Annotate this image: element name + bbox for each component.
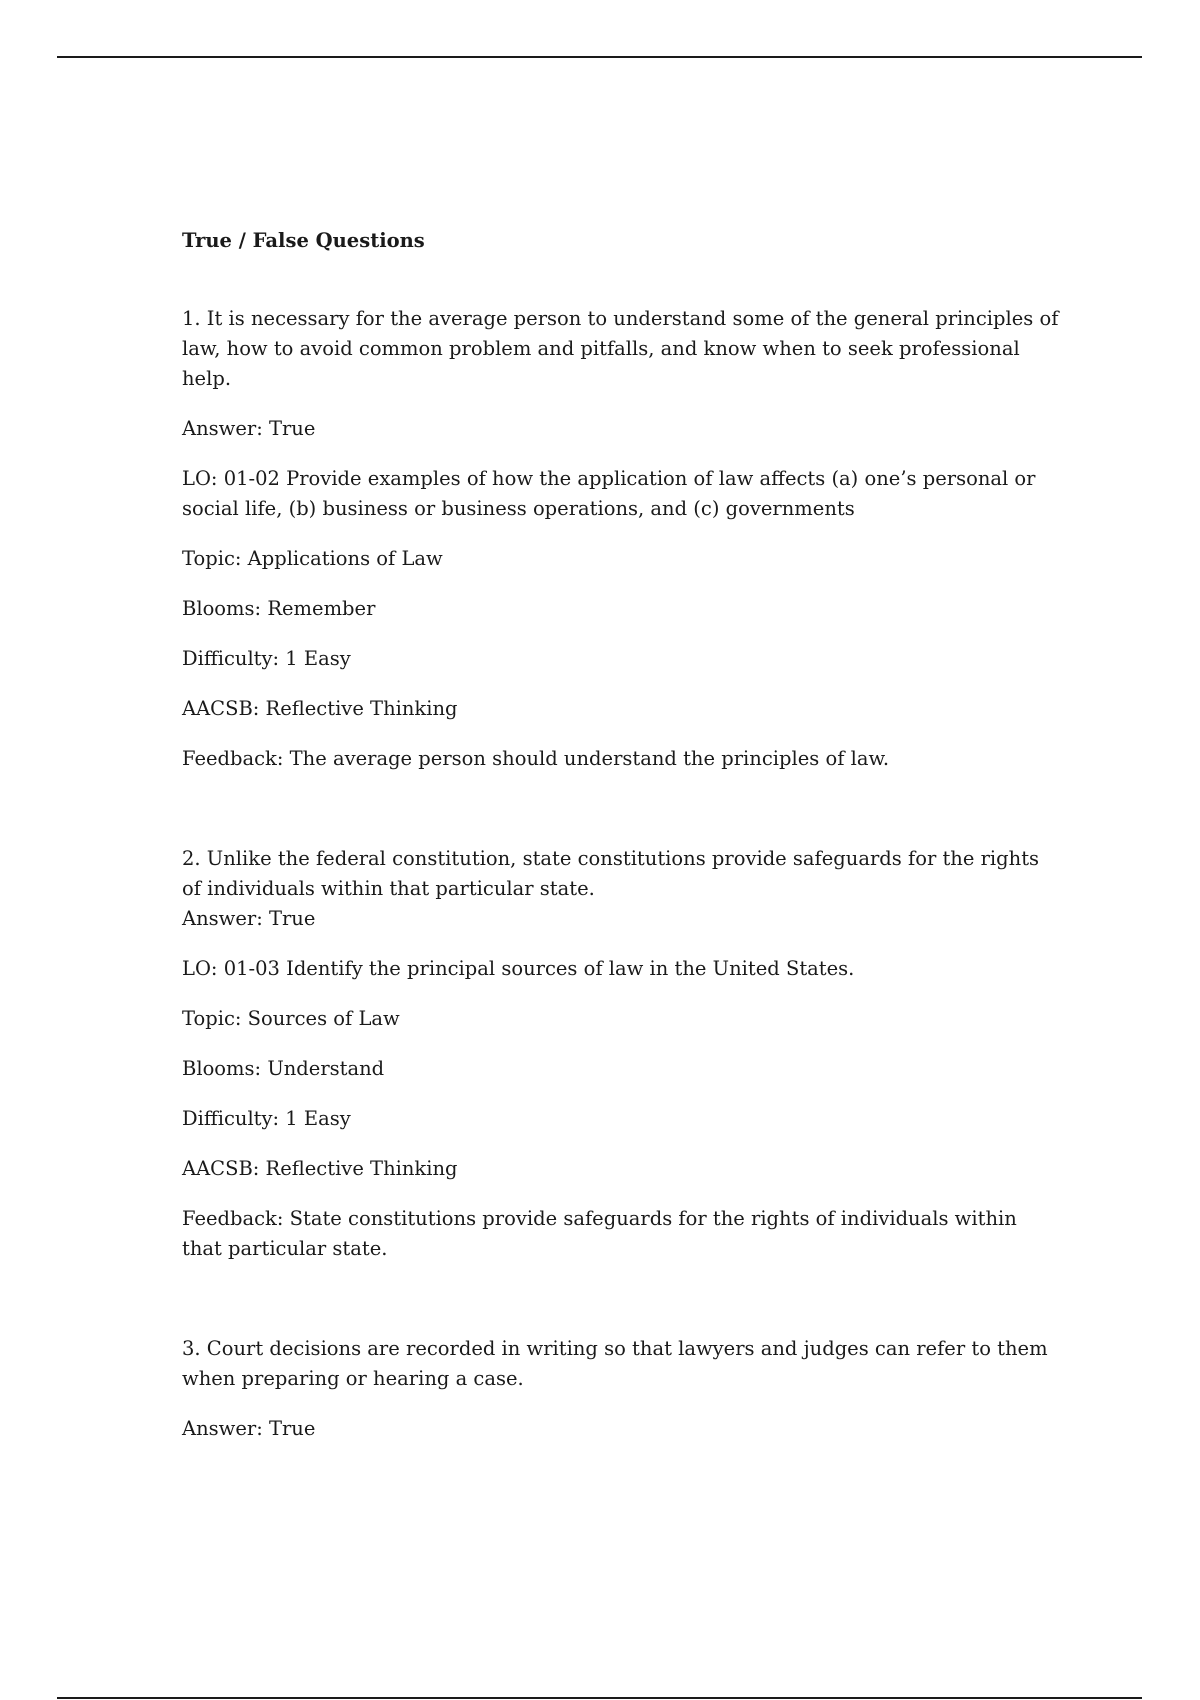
difficulty: Difficulty: 1 Easy <box>182 1107 351 1130</box>
feedback: Feedback: State constitutions provide safeguards for the rights of individuals within that particular state. <box>182 1207 1017 1260</box>
topic: Topic: Applications of Law <box>182 547 443 570</box>
blooms: Blooms: Remember <box>182 597 376 620</box>
learning-objective: LO: 01-03 Identify the principal sources of law in the United States. <box>182 957 855 980</box>
top-rule <box>57 56 1142 58</box>
feedback: Feedback: The average person should understand the principles of law. <box>182 747 890 770</box>
answer: Answer: True <box>182 417 316 440</box>
difficulty: Difficulty: 1 Easy <box>182 647 351 670</box>
bottom-rule <box>57 1697 1142 1699</box>
question-text: 3. Court decisions are recorded in writing so that lawyers and judges can refer to them when preparing or hearing a case. <box>182 1337 1048 1390</box>
question-block <box>182 844 1062 1264</box>
section-heading: True / False Questions <box>182 229 425 252</box>
document-body <box>182 226 1062 1444</box>
learning-objective: LO: 01-02 Provide examples of how the application of law affects (a) one’s personal or social life, (b) business or business operations, and (c) governments <box>182 467 1036 520</box>
answer: Answer: True <box>182 907 316 930</box>
aacsb: AACSB: Reflective Thinking <box>182 697 458 720</box>
question-block <box>182 1334 1062 1444</box>
topic: Topic: Sources of Law <box>182 1007 400 1030</box>
aacsb: AACSB: Reflective Thinking <box>182 1157 458 1180</box>
question-block <box>182 304 1062 774</box>
question-text: 1. It is necessary for the average person to understand some of the general principles of law, how to avoid common problem and pitfalls, and know when to seek professional help. <box>182 307 1059 390</box>
blooms: Blooms: Understand <box>182 1057 385 1080</box>
answer: Answer: True <box>182 1417 316 1440</box>
question-text: 2. Unlike the federal constitution, state constitutions provide safeguards for the rights of individuals within that particular state. <box>182 847 1040 900</box>
